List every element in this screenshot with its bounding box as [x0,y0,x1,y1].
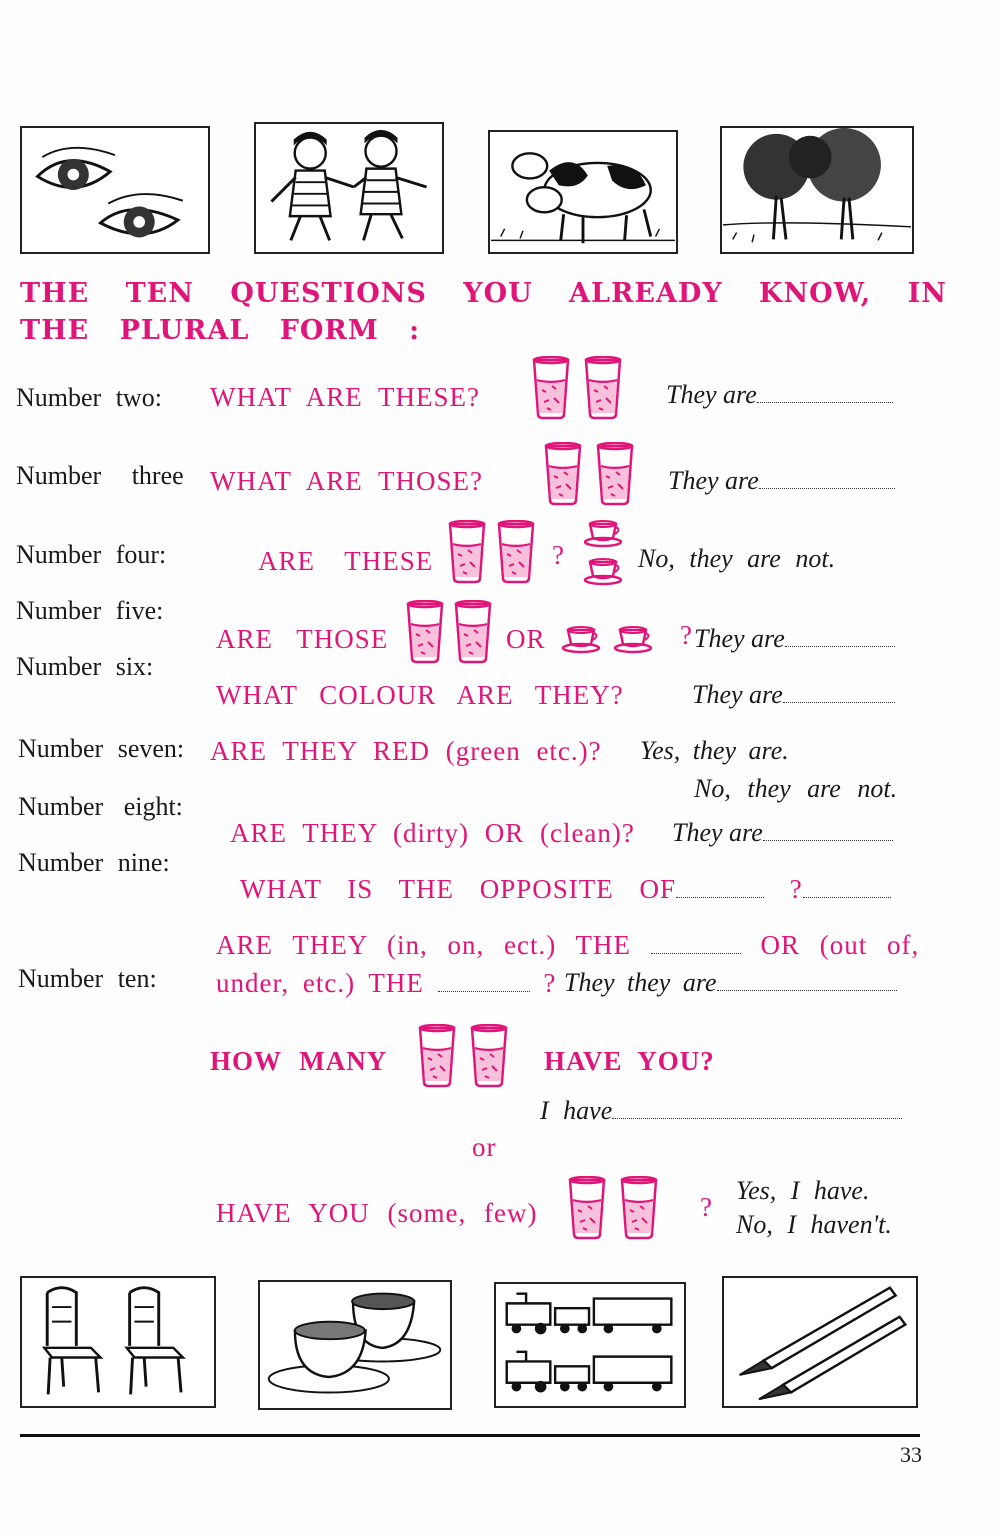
glass-icon [568,1176,606,1240]
glass-icon [620,1176,658,1240]
dolls-icon [254,122,444,254]
cows-icon [488,130,678,254]
glass-icon [470,1024,508,1088]
answer-five: They are [694,624,895,654]
question-ten-continued: under, etc.) THE ? [216,968,557,998]
question-have-you-some: HAVE YOU (some, few) [216,1198,538,1228]
label-number-two: Number two: [16,383,162,412]
question-five-or: OR [506,624,546,654]
label-number-ten: Number ten: [18,964,157,993]
pens-icon [722,1276,918,1408]
label-number-three: Number three [16,461,184,490]
page-number: 33 [900,1442,922,1467]
answer-seven-no: No, they are not. [694,774,898,803]
glass-icon [418,1024,456,1088]
trains-icon [494,1282,686,1408]
label-number-eight: Number eight: [18,792,183,821]
answer-ten: They they are [564,968,897,998]
footer-rule [20,1434,920,1437]
question-ten: ARE THEY (in, on, ect.) THE OR (out of, [216,930,920,960]
heading-line-1: THE TEN QUESTIONS YOU ALREADY KNOW, IN [20,278,947,309]
question-three: WHAT ARE THOSE? [210,466,483,496]
glass-icon [544,442,582,506]
question-seven: ARE THEY RED (green etc.)? [210,736,602,766]
cup-icon [584,520,622,548]
heading-line-2: THE PLURAL FORM : [20,315,421,346]
answer-i-have: I have [540,1096,902,1126]
trees-icon [720,126,914,254]
cups-icon [258,1280,452,1410]
answer-seven-yes: Yes, they are. [640,736,789,765]
glass-icon [448,520,486,584]
question-six: WHAT COLOUR ARE THEY? [216,680,624,710]
or-label: or [472,1132,497,1162]
answer-four: No, they are not. [638,544,836,573]
question-nine: WHAT IS THE OPPOSITE OF ? [240,874,891,905]
question-four-mark: ? [552,540,565,570]
answer-six: They are [692,680,895,710]
question-eight: ARE THEY (dirty) OR (clean)? [230,818,635,848]
label-number-six: Number six: [16,652,154,681]
question-five: ARE THOSE [216,624,389,654]
question-five-mark: ? [680,620,693,650]
glass-icon [532,356,570,420]
label-number-nine: Number nine: [18,848,170,877]
answer-no-i-havent: No, I haven't. [736,1210,892,1239]
answer-two: They are [666,380,893,410]
eyes-icon [20,126,210,254]
answer-eight: They are [672,818,893,848]
question-four: ARE THESE [258,546,434,576]
question-how-many: HOW MANY [210,1046,388,1076]
glass-icon [454,600,492,664]
glass-icon [406,600,444,664]
label-number-seven: Number seven: [18,734,185,763]
answer-yes-i-have: Yes, I have. [736,1176,870,1205]
cup-icon [562,626,600,654]
glass-icon [596,442,634,506]
question-have-you: HAVE YOU? [544,1046,715,1076]
glass-icon [497,520,535,584]
chairs-icon [20,1276,216,1408]
cup-icon [614,626,652,654]
label-number-five: Number five: [16,596,164,625]
cup-icon [584,558,622,586]
answer-three: They are [668,466,895,496]
label-number-four: Number four: [16,540,167,569]
question-have-you-mark: ? [700,1192,713,1222]
question-two: WHAT ARE THESE? [210,382,480,412]
glass-icon [584,356,622,420]
